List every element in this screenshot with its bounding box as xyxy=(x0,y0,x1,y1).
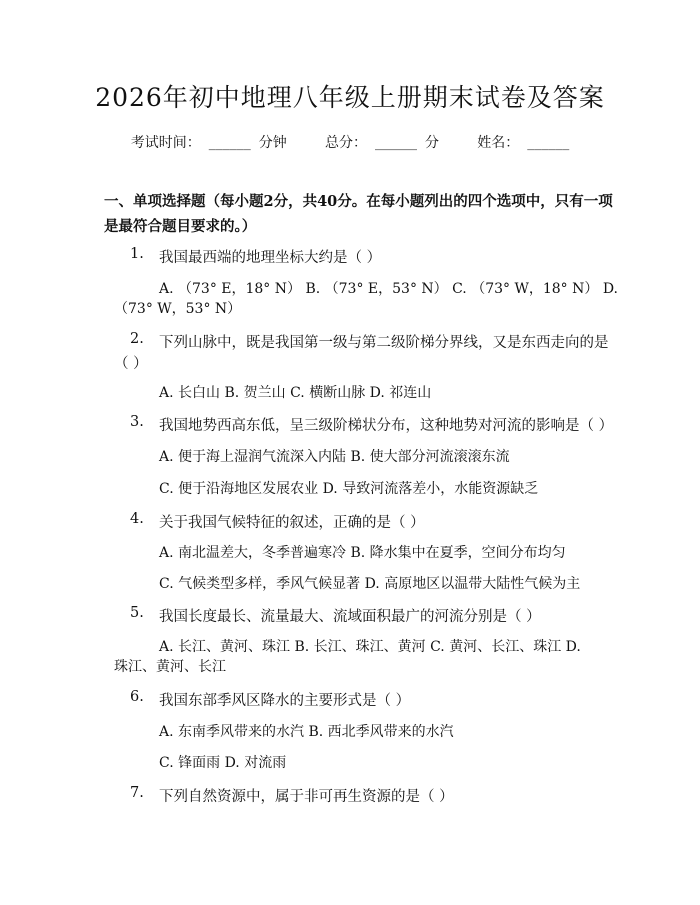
question-number: 4. xyxy=(130,511,144,527)
question-stem-cont: （ ） xyxy=(114,356,148,372)
exam-time-field: 考试时间： ______ 分钟 xyxy=(130,135,287,151)
question-options: A. 东南季风带来的水汽 B. 西北季风带来的水汽 xyxy=(159,724,454,740)
student-name-field: 姓名： ______ xyxy=(477,135,570,151)
question-options-cont: 珠江、黄河、长江 xyxy=(114,659,226,675)
question-options: A. 长白山 B. 贺兰山 C. 横断山脉 D. 祁连山 xyxy=(159,385,432,401)
question-stem: 我国东部季风区降水的主要形式是（ ） xyxy=(159,693,411,709)
question-stem: 我国地势西高东低，呈三级阶梯状分布，这种地势对河流的影响是（ ） xyxy=(159,418,614,434)
exam-title: 2026年初中地理八年级上册期末试卷及答案 xyxy=(95,83,605,112)
section-heading: 一、单项选择题（每小题2分，共40分。在每小题列出的四个选项中，只有一项 是最符合题目要求的。） xyxy=(104,193,613,235)
question-options: C. 气候类型多样，季风气候显著 D. 高原地区以温带大陆性气候为主 xyxy=(159,576,581,592)
question-stem: 下列山脉中，既是我国第一级与第二级阶梯分界线，又是东西走向的是 xyxy=(159,335,609,351)
question-number: 1. xyxy=(130,246,144,262)
question-options: A. （73° E，18° N） B. （73° E，53° N） C. （73° W，18° N） D. xyxy=(159,281,619,297)
question-stem: 关于我国气候特征的叙述，正确的是（ ） xyxy=(159,515,425,531)
question-options-cont: （73° W，53° N） xyxy=(114,301,242,317)
question-options: A. 长江、黄河、珠江 B. 长江、珠江、黄河 C. 黄河、长江、珠江 D. xyxy=(159,639,581,655)
question-options: A. 南北温差大，冬季普遍寒冷 B. 降水集中在夏季，空间分布均匀 xyxy=(159,545,566,561)
question-options: C. 锋面雨 D. 对流雨 xyxy=(159,755,287,771)
total-score-field: 总分： ______ 分 xyxy=(325,135,439,151)
question-number: 2. xyxy=(130,331,144,347)
question-number: 6. xyxy=(130,689,144,705)
question-stem: 下列自然资源中，属于非可再生资源的是（ ） xyxy=(159,789,454,805)
question-number: 7. xyxy=(130,785,144,801)
question-stem: 我国最西端的地理坐标大约是（ ） xyxy=(159,250,382,266)
exam-info-line xyxy=(0,132,700,152)
question-number: 3. xyxy=(130,414,144,430)
question-number: 5. xyxy=(130,605,144,621)
question-options: A. 便于海上湿润气流深入内陆 B. 使大部分河流滚滚东流 xyxy=(159,449,510,465)
question-options: C. 便于沿海地区发展农业 D. 导致河流落差小，水能资源缺乏 xyxy=(159,481,539,497)
question-stem: 我国长度最长、流量最大、流域面积最广的河流分别是（ ） xyxy=(159,609,541,625)
